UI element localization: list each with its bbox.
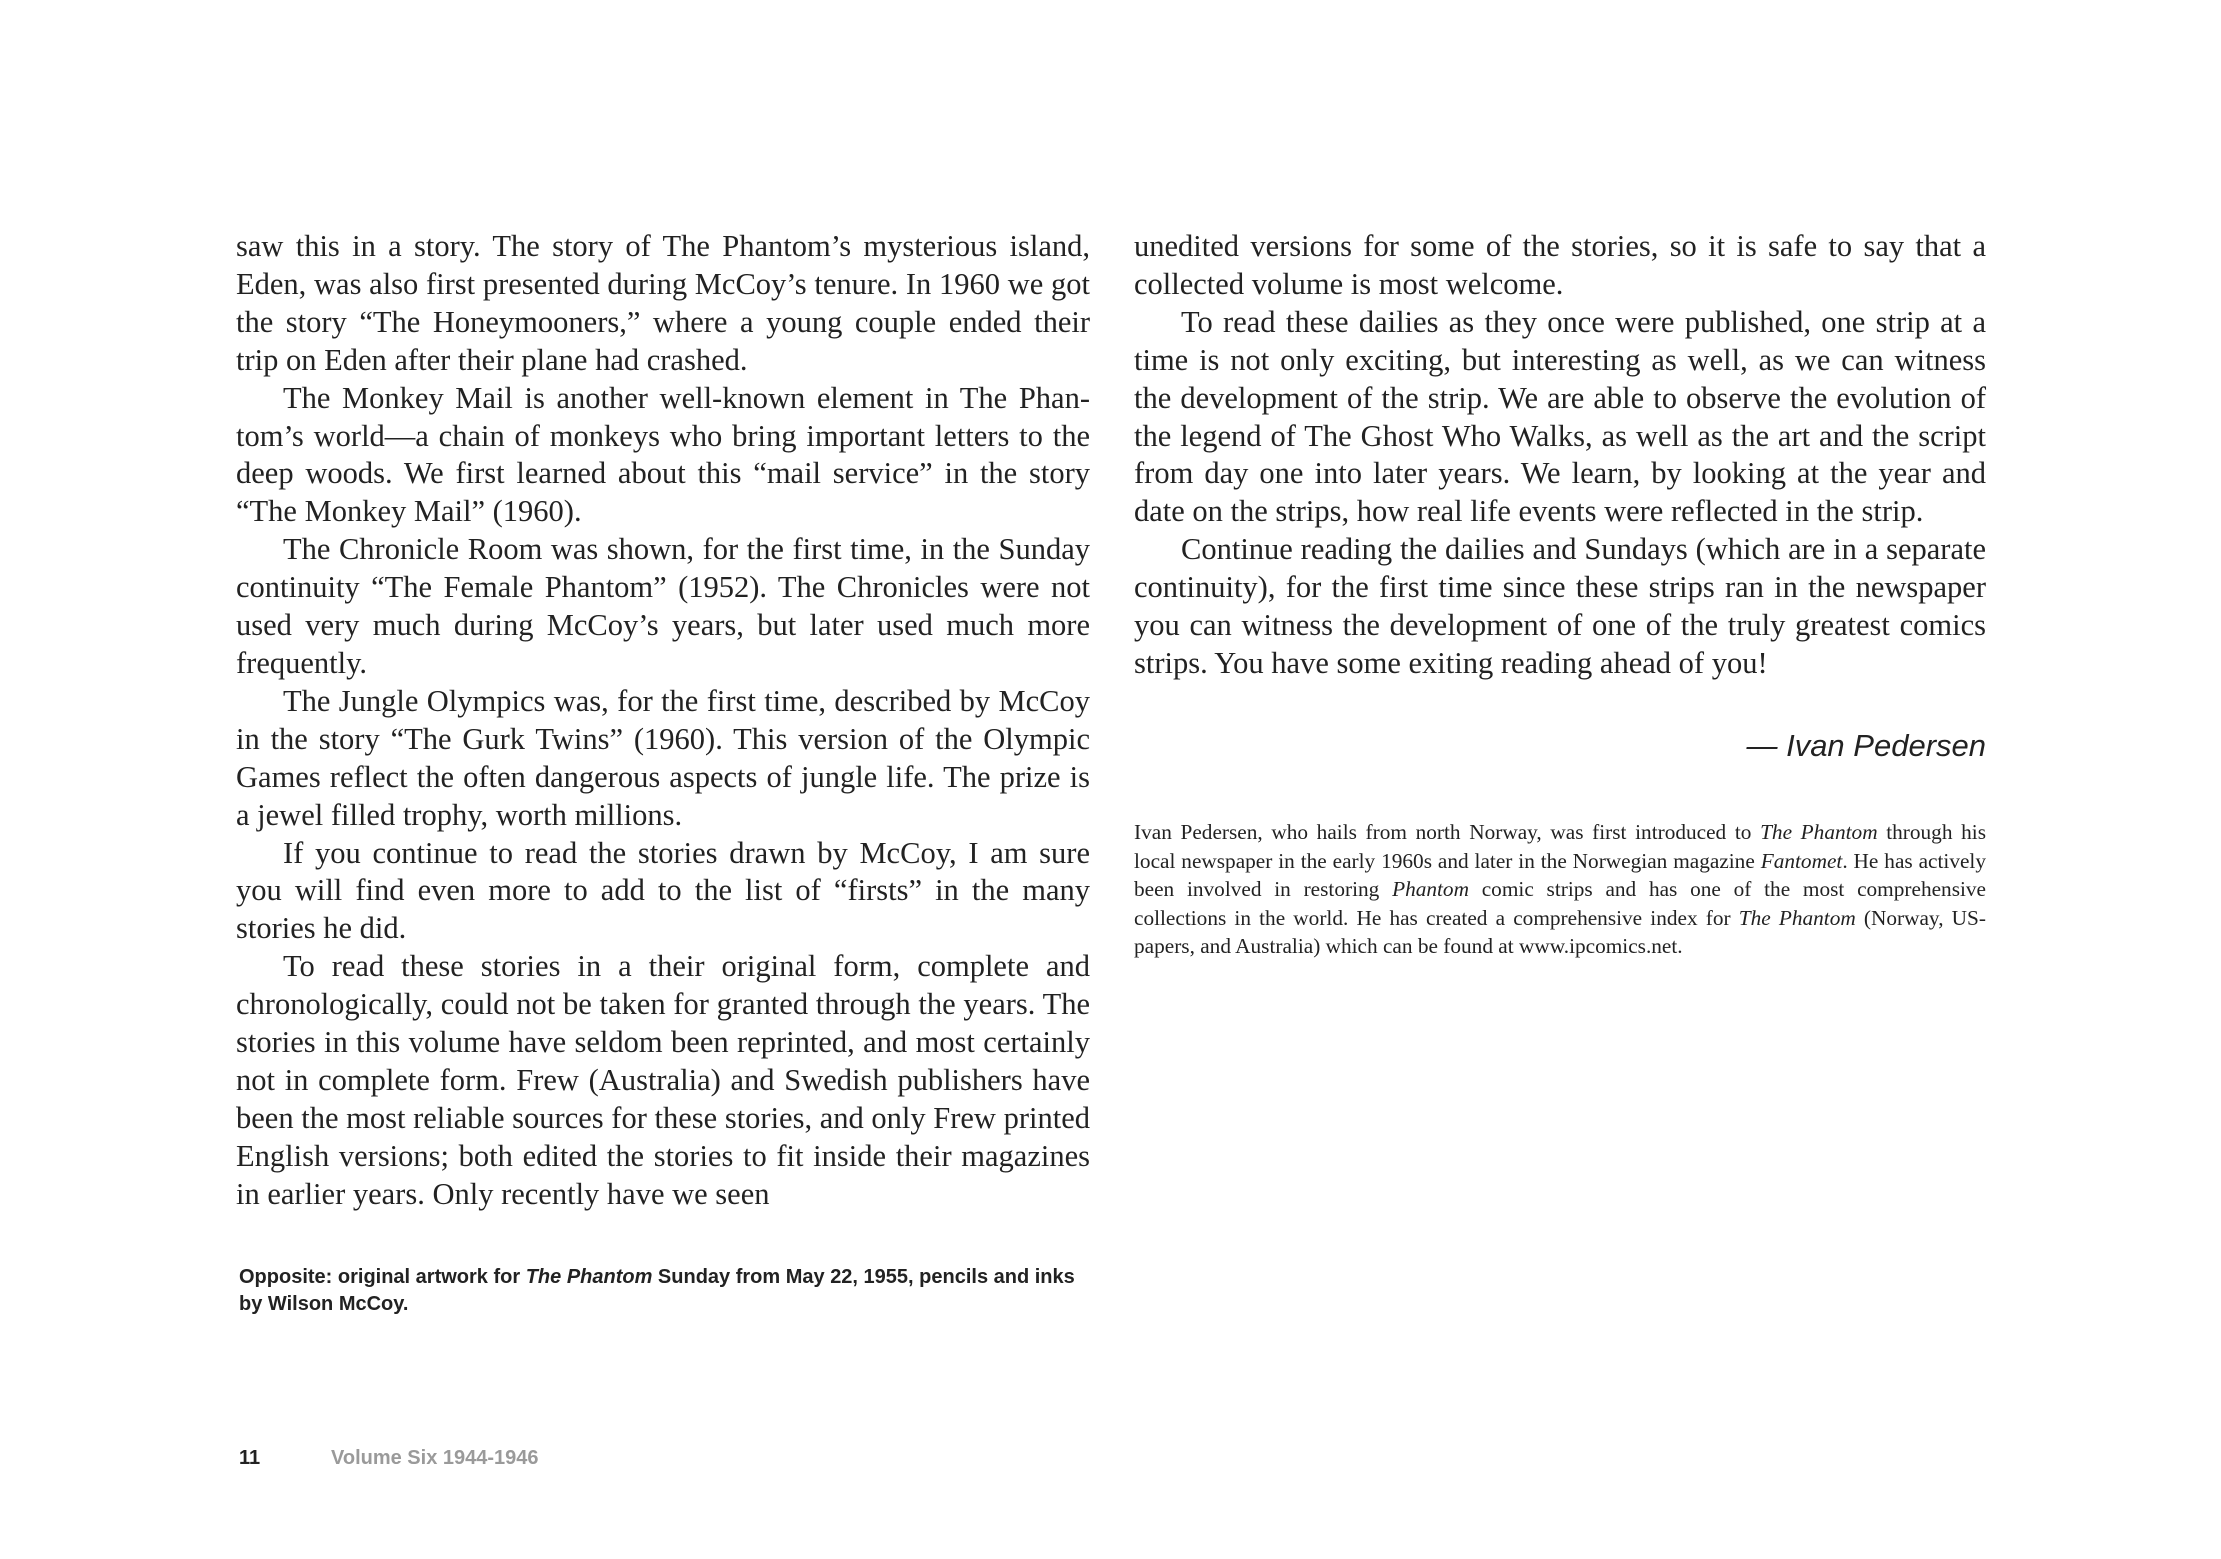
paragraph: To read these stories in a their original form, complete and chronologically, could not be taken for granted through the years. The stories in this volume have seldom been reprinted, and most certainly not in complete form. Frew (Australia) and Swedish publishers have been the most reliable sources for these stories, and only Frew printed English versions; both edited the stories to fit inside their magazines in earlier years. Only recently have we seen [236,949,1090,1211]
left-text-column [236,228,1090,1214]
paragraph: Continue reading the dailies and Sundays (which are in a separate continuity), for the first time since these strips ran in the newspaper you can witness the development of one of the truly greatest comics strips. You have some exiting reading ahead of you! [1134,532,1986,680]
bio-text: Ivan Pedersen, who hails from north Norway, was first introduced to [1134,820,1761,844]
caption-text: Sunday from May 22, 1955, pencils and inks by Wilson McCoy. [239,1266,1075,1315]
image-caption [239,1264,1089,1318]
bio-text: through his local newspaper in the early 1960s and later in the Norwegian magazine [1134,820,1986,873]
bio-italic-title: The Phantom [1738,905,1856,930]
paragraph: If you continue to read the stories drawn by McCoy, I am sure you will find even more to add to the list of “firsts” in the many stories he did. [236,835,1090,946]
bio-text: . He has actively been involved in restoring [1134,848,1986,902]
author-signature: — Ivan Pedersen [1746,728,1986,763]
caption-italic-title: The Phantom [525,1266,653,1288]
volume-title: Volume Six 1944-1946 [331,1447,539,1469]
right-text-column [1134,228,1986,683]
page-number: 11 [239,1447,261,1469]
bio-text: (Norway, US-papers, and Australia) which can be found at www.ipcomics.net. [1134,905,1986,959]
paragraph: The Monkey Mail is another well-known element in The Phantom’s world—a chain of monkeys who bring important letters to the deep woods. We first learned about this “mail service” in the story “The Monkey Mail” (1960). [236,380,1090,529]
paragraph: unedited versions for some of the stories, so it is safe to say that a collected volume is most welcome. [1134,229,1986,301]
bio-italic-title: Fantomet [1760,848,1843,873]
author-bio [1134,818,1986,961]
bio-italic-title: The Phantom [1760,820,1878,844]
bio-text: comic strips and has one of the most comprehensive collections in the world. He has created a comprehensive index for [1134,877,1987,930]
paragraph: To read these dailies as they once were published, one strip at a time is not only exciting, but interesting as well, as we can witness the development of the strip. We are able to observe the evolution of the legend of The Ghost Who Walks, as well as the art and the script from day one into later years. We learn, by looking at the year and date on the strips, how real life events were reflected in the strip. [1134,304,1986,529]
caption-text: Opposite: original artwork for [239,1266,526,1288]
paragraph: saw this in a story. The story of The Phantom’s mysterious island, Eden, was also first presented during McCoy’s tenure. In 1960 we got the story “The Honeymooners,” where a young couple ended their trip on Eden after their plane had crashed. [236,229,1090,377]
paragraph: The Jungle Olympics was, for the first time, described by McCoy in the story “The Gurk Twins” (1960). This version of the Olympic Games reflect the often dangerous aspects of jungle life. The prize is a jewel filled trophy, worth millions. [236,683,1090,832]
paragraph: The Chronicle Room was shown, for the first time, in the Sunday continuity “The Female Phantom” (1952). The Chronicles were not used very much during McCoy’s years, but later used much more frequently. [236,532,1090,680]
bio-italic-title: Phantom [1392,877,1469,902]
